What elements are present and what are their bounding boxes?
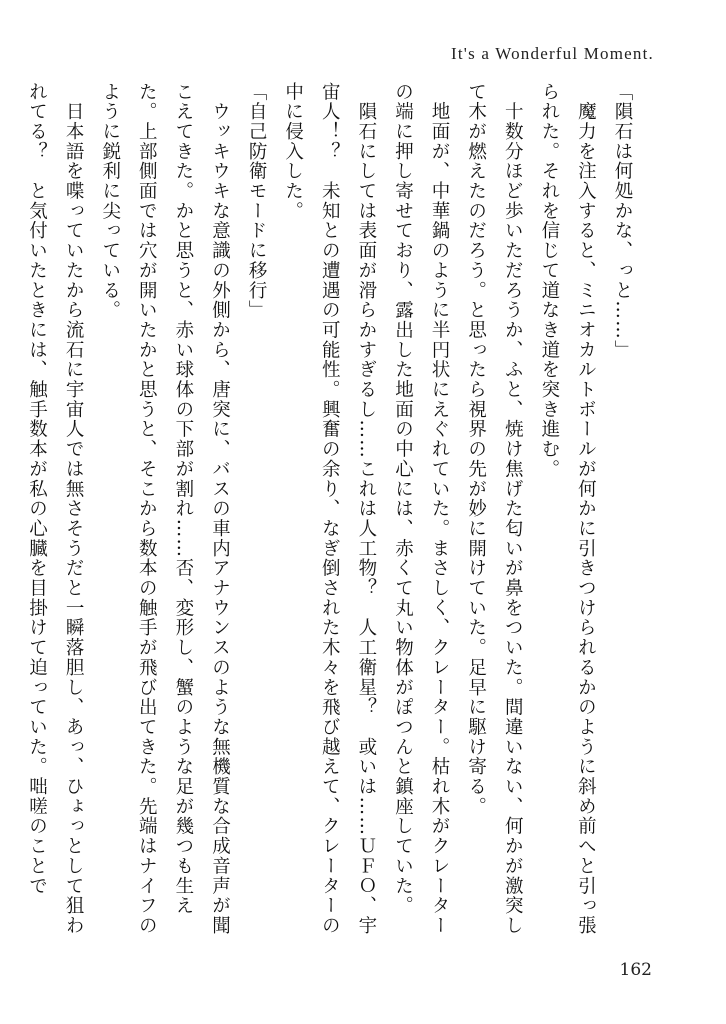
paragraph: 十数分ほど歩いただろうか、ふと、焼け焦げた匂いが鼻をついた。間違いない、何かが激突して木が燃えたのだろう。と思ったら視界の先が妙に開けていた。足早に駆け寄る。 bbox=[465, 82, 524, 936]
body-text bbox=[26, 82, 640, 952]
paragraph: 「隕石は何処かな、っと……」 bbox=[612, 82, 633, 360]
running-header: It's a Wonderful Moment. bbox=[451, 44, 654, 63]
paragraph: 隕石にしては表面が滑らかすぎるし……これは人工物？ 人工衛星？ 或いは……ＵＦＯ、宇宙人！？ 未知との遭遇の可能性。興奮の余り、なぎ倒された木々を飛び越えて、クレーターの中に侵入した。 bbox=[282, 82, 377, 936]
paragraph: 地面が、中華鍋のように半円状にえぐれていた。まさしく、クレーター。枯れ木がクレーターの端に押し寄せており、露出した地面の中心には、赤くて丸い物体がぽつんと鎮座していた。 bbox=[392, 82, 451, 936]
page-number: 162 bbox=[619, 960, 652, 980]
paragraph: 魔力を注入すると、ミニオカルトボールが何かに引きつけられるかのように斜め前へと引っ張られた。それを信じて道なき道を突き進む。 bbox=[538, 82, 597, 936]
paragraph: 日本語を喋っていたから流石に宇宙人では無さそうだと一瞬落胆し、あっ、ひょっとして狙われてる？ と気付いたときには、触手数本が私の心臓を目掛けて迫っていた。咄嗟のことで bbox=[26, 82, 85, 936]
paragraph: ウッキウキな意識の外側から、唐突に、バスの車内アナウンスのような無機質な合成音声が聞こえてきた。かと思うと、赤い球体の下部が割れ……否、変形し、蟹のような足が幾つも生えた。上部側面では穴が開いたかと思うと、そこから数本の触手が飛び出てきた。先端はナイフのように鋭利に尖っている。 bbox=[99, 82, 231, 936]
paragraph: 「自己防衛モードに移行」 bbox=[246, 82, 268, 321]
